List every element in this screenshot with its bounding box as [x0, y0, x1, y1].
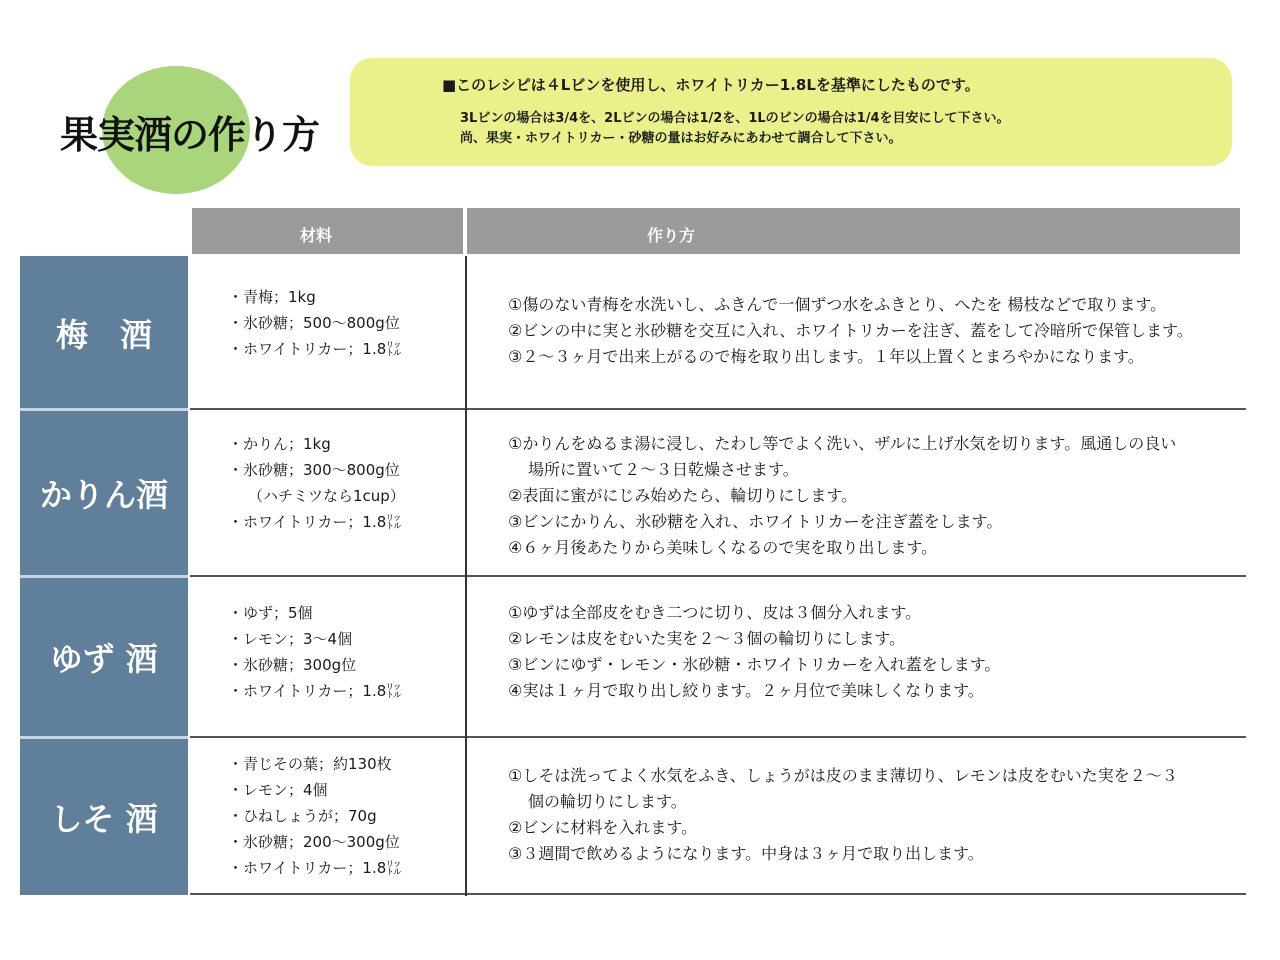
- page-title-area: [60, 66, 320, 196]
- column-divider: [465, 256, 467, 896]
- recipe-row-yuzu: [0, 578, 1280, 736]
- step-item: ①かりんをぬるま湯に浸し、たわし等でよく洗い、ザルに上げ水気を切ります。風通しの良い: [508, 434, 1177, 453]
- material-item: ・青じその葉；約130枚: [228, 755, 392, 773]
- material-item: （ハチミツなら1cup）: [248, 487, 405, 505]
- material-item: ・氷砂糖；300〜800g位: [228, 461, 400, 479]
- notice-line-3: 尚、果実・ホワイトリカー・砂糖の量はお好みにあわせて調合して下さい。: [460, 131, 902, 146]
- recipe-name-yuzu: ゆず 酒: [20, 578, 188, 736]
- steps-list-yuzu: [508, 600, 1238, 704]
- materials-list-yuzu: [228, 600, 460, 704]
- recipe-name-shiso: しそ 酒: [20, 739, 188, 895]
- step-item: 場所に置いて２〜３日乾燥させます。: [528, 460, 799, 479]
- material-item: ・氷砂糖；300g位: [228, 656, 357, 674]
- materials-list-shiso: [228, 751, 460, 881]
- step-item: ③３週間で飲めるようになります。中身は３ヶ月で取り出します。: [508, 844, 984, 863]
- material-item: ・氷砂糖；200〜300g位: [228, 833, 400, 851]
- steps-list-karin: [508, 431, 1238, 561]
- material-item: ・ゆず；5個: [228, 604, 313, 622]
- material-item: ・氷砂糖；500〜800g位: [228, 314, 400, 332]
- material-item: ・ホワイトリカー；1.8㍑: [228, 340, 402, 358]
- step-item: ④６ヶ月後あたりから美味しくなるので実を取り出します。: [508, 538, 938, 557]
- table-bottom-border: [190, 893, 1246, 895]
- material-item: ・ホワイトリカー；1.8㍑: [228, 859, 402, 877]
- notice-line-1: ■このレシピは４Lビンを使用し、ホワイトリカー1.8Lを基準にしたものです。: [442, 76, 980, 94]
- recipe-row-ume: [0, 256, 1280, 409]
- step-item: ①ゆずは全部皮をむき二つに切り、皮は３個分入れます。: [508, 603, 922, 622]
- material-item: ・ひねしょうが；70g: [228, 807, 377, 825]
- recipe-row-karin: [0, 411, 1280, 575]
- step-item: ②レモンは皮をむいた実を２〜３個の輪切りにします。: [508, 629, 906, 648]
- materials-list-ume: [228, 284, 460, 362]
- row-divider: [190, 736, 1246, 738]
- steps-list-shiso: [508, 763, 1238, 867]
- step-item: ③ビンにゆず・レモン・氷砂糖・ホワイトリカーを入れ蓋をします。: [508, 655, 1001, 674]
- material-item: ・レモン；4個: [228, 781, 328, 799]
- material-item: ・ホワイトリカー；1.8㍑: [228, 682, 402, 700]
- method-header: 作り方: [467, 208, 1240, 254]
- material-item: ・レモン；3〜4個: [228, 630, 353, 648]
- step-item: ④実は１ヶ月で取り出し絞ります。２ヶ月位で美味しくなります。: [508, 681, 984, 700]
- materials-header: 材料: [192, 208, 463, 254]
- material-item: ・かりん；1kg: [228, 435, 331, 453]
- recipe-name-ume: 梅 酒: [20, 256, 188, 409]
- step-item: ②ビンの中に実と氷砂糖を交互に入れ、ホワイトリカーを注ぎ、蓋をして冷暗所で保管します。: [508, 321, 1193, 340]
- step-item: ③ビンにかりん、氷砂糖を入れ、ホワイトリカーを注ぎ蓋をします。: [508, 512, 1003, 531]
- row-divider: [190, 408, 1246, 410]
- step-item: 個の輪切りにします。: [528, 792, 687, 811]
- step-item: ②ビンに材料を入れます。: [508, 818, 698, 837]
- steps-list-ume: [508, 292, 1238, 370]
- step-item: ③２〜３ヶ月で出来上がるので梅を取り出します。１年以上置くとまろやかになります。: [508, 347, 1144, 366]
- materials-list-karin: [228, 431, 460, 535]
- recipe-row-shiso: [0, 739, 1280, 895]
- notice-box: [350, 58, 1232, 166]
- material-item: ・ホワイトリカー；1.8㍑: [228, 513, 402, 531]
- step-item: ①傷のない青梅を水洗いし、ふきんで一個ずつ水をふきとり、へたを 楊枝などで取ります。: [508, 295, 1167, 314]
- step-item: ②表面に蜜がにじみ始めたら、輪切りにします。: [508, 486, 858, 505]
- row-divider: [190, 575, 1246, 577]
- step-item: ①しそは洗ってよく水気をふき、しょうがは皮のまま薄切り、レモンは皮をむいた実を２〜３: [508, 766, 1178, 785]
- notice-line-2: 3Lビンの場合は3/4を、2Lビンの場合は1/2を、1Lのビンの場合は1/4を目安にして下さい。: [460, 111, 1010, 126]
- recipe-name-karin: かりん酒: [20, 411, 188, 575]
- page-title: 果実酒の作り方: [60, 113, 320, 157]
- material-item: ・青梅；1kg: [228, 288, 316, 306]
